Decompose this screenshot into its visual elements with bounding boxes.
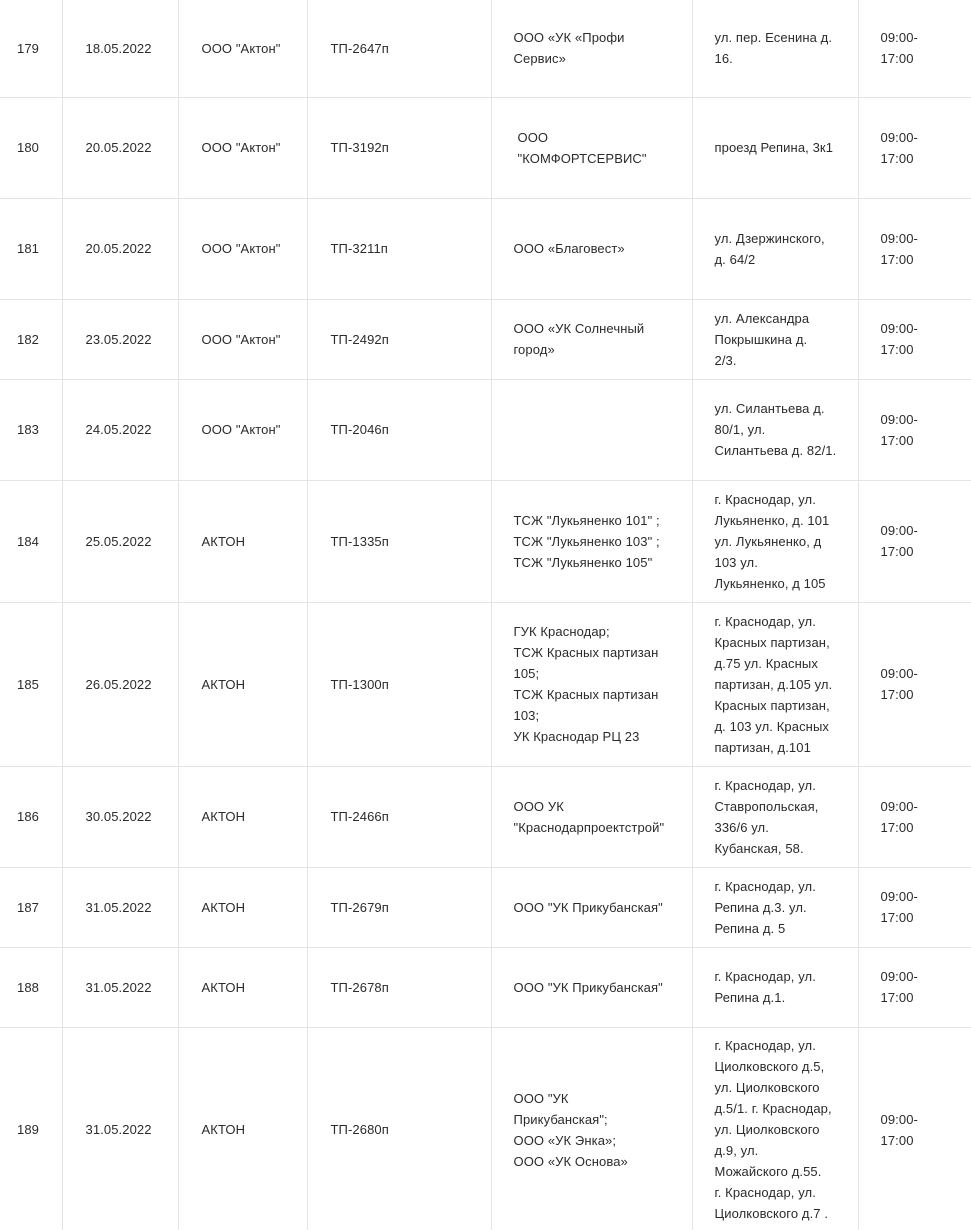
row-address [692,299,858,379]
row-address-line: Репина д.3. ул. [714,899,807,915]
row-organization: АКТОН [178,947,307,1027]
row-address-line: проезд Репина, 3к1 [714,140,834,155]
row-address [692,867,858,947]
row-address [692,0,858,97]
row-address-line: Репина д.1. [714,990,786,1005]
row-date: 26.05.2022 [62,602,178,766]
row-substation: ТП-1300п [307,602,491,766]
table-row [0,867,971,947]
row-address-line: Покрышкина д. [714,331,808,347]
row-management-company-line: ТСЖ Красных партизан [513,687,659,702]
row-time-line: 09:00- [880,30,918,46]
row-time [858,947,971,1027]
row-date: 25.05.2022 [62,480,178,602]
row-time-line: 17:00 [880,990,914,1005]
row-time-line: 17:00 [880,251,914,267]
row-number: 182 [0,299,62,379]
row-organization: АКТОН [178,602,307,766]
row-date: 23.05.2022 [62,299,178,379]
row-address [692,766,858,867]
row-address [692,198,858,299]
row-management-company [491,1027,692,1230]
row-date: 31.05.2022 [62,867,178,947]
row-number: 183 [0,379,62,480]
row-management-company [491,0,692,97]
row-address-line: ул. Циолковского [714,1080,820,1095]
row-address-line: ул. Циолковского [714,1122,820,1137]
row-time-line: 09:00- [880,523,918,538]
row-address-line: д.75 ул. Красных [714,655,818,671]
row-date: 18.05.2022 [62,0,178,97]
table-row [0,480,971,602]
row-address-line: г. Краснодар, ул. [714,1038,816,1053]
row-time-line: 17:00 [880,150,914,166]
table-row [0,1027,971,1230]
row-management-company-line: ТСЖ Красных партизан [513,645,659,660]
row-management-company-line: ТСЖ "Лукьяненко 101" ; [513,512,660,528]
row-address [692,1027,858,1230]
row-address-line: г. Краснодар, ул. [714,1185,816,1200]
table-row [0,602,971,766]
row-time-line: 09:00- [880,798,918,814]
row-number: 179 [0,0,62,97]
row-address-line: д.9, ул. [714,1143,759,1158]
row-organization: АКТОН [178,766,307,867]
row-address-line: г. Краснодар, ул. [714,613,816,629]
row-time-line: 09:00- [880,889,918,904]
row-address-line: Лукьяненко, д. 101 [714,512,830,528]
row-management-company-line: УК Краснодар РЦ 23 [513,729,640,744]
row-time-line: 17:00 [880,1132,914,1148]
table-row [0,299,971,379]
row-date: 20.05.2022 [62,97,178,198]
row-time [858,867,971,947]
row-management-company-line: ГУК Краснодар; [513,624,610,639]
row-management-company [491,947,692,1027]
row-organization: ООО "Актон" [178,299,307,379]
row-substation: ТП-2678п [307,947,491,1027]
row-address-line: партизан, д.105 ул. [714,676,833,692]
row-management-company-line: "КОМФОРТСЕРВИС" [517,150,647,166]
row-address-line: Можайского д.55. [714,1164,822,1179]
row-time [858,299,971,379]
row-management-company-line: ООО «УК Энка»; [513,1132,617,1148]
row-time-line: 17:00 [880,51,914,67]
row-address-line: д. 103 ул. Красных [714,718,829,734]
row-management-company [491,766,692,867]
row-management-company-line: Сервис» [513,51,566,67]
row-address-line: 103 ул. [714,554,758,570]
row-substation: ТП-2466п [307,766,491,867]
row-address-line: д.5/1. г. Краснодар, [714,1101,832,1116]
row-organization: ООО "Актон" [178,198,307,299]
row-address-line: Красных партизан, [714,697,830,713]
row-address [692,379,858,480]
row-address [692,480,858,602]
row-organization: ООО "Актон" [178,97,307,198]
row-organization: ООО "Актон" [178,0,307,97]
row-time-line: 17:00 [880,687,914,702]
row-management-company-line: "Краснодарпроектстрой" [513,819,665,835]
row-time-line: 09:00- [880,230,918,246]
row-management-company [491,867,692,947]
row-address-line: г. Краснодар, ул. [714,878,816,894]
row-substation: ТП-2046п [307,379,491,480]
row-time-line: 09:00- [880,1111,918,1127]
row-management-company [491,198,692,299]
row-management-company-line: ООО «УК Солнечный [513,321,645,336]
row-address-line: Кубанская, 58. [714,840,804,856]
row-organization: ООО "Актон" [178,379,307,480]
row-number: 185 [0,602,62,766]
row-substation: ТП-2679п [307,867,491,947]
row-substation: ТП-3192п [307,97,491,198]
row-time-line: 09:00- [880,411,918,427]
row-time-line: 17:00 [880,342,914,357]
row-address-line: 336/6 ул. [714,819,769,835]
row-time [858,97,971,198]
row-number: 187 [0,867,62,947]
row-time-line: 09:00- [880,969,918,984]
row-address-line: 80/1, ул. [714,422,766,437]
row-management-company [491,97,692,198]
row-management-company-line: ТСЖ "Лукьяненко 103" ; [513,533,660,549]
row-time [858,1027,971,1230]
row-organization: АКТОН [178,867,307,947]
row-address-line: д. 64/2 [714,251,756,267]
row-time [858,198,971,299]
row-date: 24.05.2022 [62,379,178,480]
row-management-company-line: Прикубанская"; [513,1111,608,1127]
row-number: 188 [0,947,62,1027]
row-date: 30.05.2022 [62,766,178,867]
row-time-line: 17:00 [880,819,914,835]
row-address-line: Циолковского д.7 . [714,1206,829,1221]
table-row [0,379,971,480]
row-management-company-line: ООО "УК Прикубанская" [513,899,663,915]
row-number: 181 [0,198,62,299]
row-date: 31.05.2022 [62,947,178,1027]
row-number: 186 [0,766,62,867]
row-management-company-line: ООО "УК Прикубанская" [513,979,663,995]
row-address-line: Силантьева д. 82/1. [714,443,837,458]
row-time-line: 17:00 [880,544,914,559]
row-address-line: г. Краснодар, ул. [714,777,816,793]
row-time-line: 17:00 [880,432,914,448]
row-time-line: 09:00- [880,321,918,336]
row-address-line: 16. [714,51,733,67]
row-number: 184 [0,480,62,602]
row-management-company-line: 103; [513,708,540,723]
row-time-line: 17:00 [880,910,914,925]
row-management-company-line: ООО «УК Основа» [513,1153,628,1169]
row-address-line: ул. Дзержинского, [714,230,825,246]
row-substation: ТП-2647п [307,0,491,97]
row-address-line: г. Краснодар, ул. [714,491,816,507]
row-address-line: Репина д. 5 [714,920,786,936]
row-management-company [491,299,692,379]
row-address-line: Циолковского д.5, [714,1059,825,1074]
row-address-line: Лукьяненко, д 105 [714,575,826,591]
row-address [692,97,858,198]
row-address-line: 2/3. [714,352,737,368]
row-address-line: партизан, д.101 [714,739,811,755]
row-address-line: Красных партизан, [714,634,830,650]
row-management-company-line: 105; [513,666,540,681]
row-address [692,947,858,1027]
row-address-line: ул. Александра [714,310,810,326]
row-time [858,766,971,867]
row-address-line: г. Краснодар, ул. [714,969,816,984]
table-row [0,947,971,1027]
row-address-line: ул. пер. Есенина д. [714,30,833,46]
table-row [0,97,971,198]
row-time [858,379,971,480]
table-row [0,198,971,299]
row-substation: ТП-3211п [307,198,491,299]
row-organization: АКТОН [178,1027,307,1230]
row-time [858,0,971,97]
row-time [858,602,971,766]
row-address [692,602,858,766]
row-substation: ТП-2492п [307,299,491,379]
row-management-company [491,379,692,480]
row-management-company-line: ООО "УК [513,1090,569,1106]
row-address-line: Ставропольская, [714,798,819,814]
row-number: 189 [0,1027,62,1230]
row-substation: ТП-2680п [307,1027,491,1230]
table-row [0,766,971,867]
row-date: 31.05.2022 [62,1027,178,1230]
row-time-line: 09:00- [880,666,918,681]
row-organization: АКТОН [178,480,307,602]
row-date: 20.05.2022 [62,198,178,299]
row-management-company-line: ТСЖ "Лукьяненко 105" [513,554,653,570]
table-row [0,0,971,97]
row-address-line: ул. Лукьяненко, д [714,533,822,549]
row-management-company-line: ООО «УК «Профи [513,30,625,46]
row-management-company-line: ООО [517,129,549,145]
row-address-line: ул. Силантьева д. [714,401,825,416]
row-management-company [491,602,692,766]
row-management-company-line: ООО УК [513,798,564,814]
row-management-company-line: ООО «Благовест» [513,241,625,256]
row-time [858,480,971,602]
row-number: 180 [0,97,62,198]
row-time-line: 09:00- [880,129,918,145]
row-substation: ТП-1335п [307,480,491,602]
row-management-company-line: город» [513,342,555,357]
row-management-company [491,480,692,602]
